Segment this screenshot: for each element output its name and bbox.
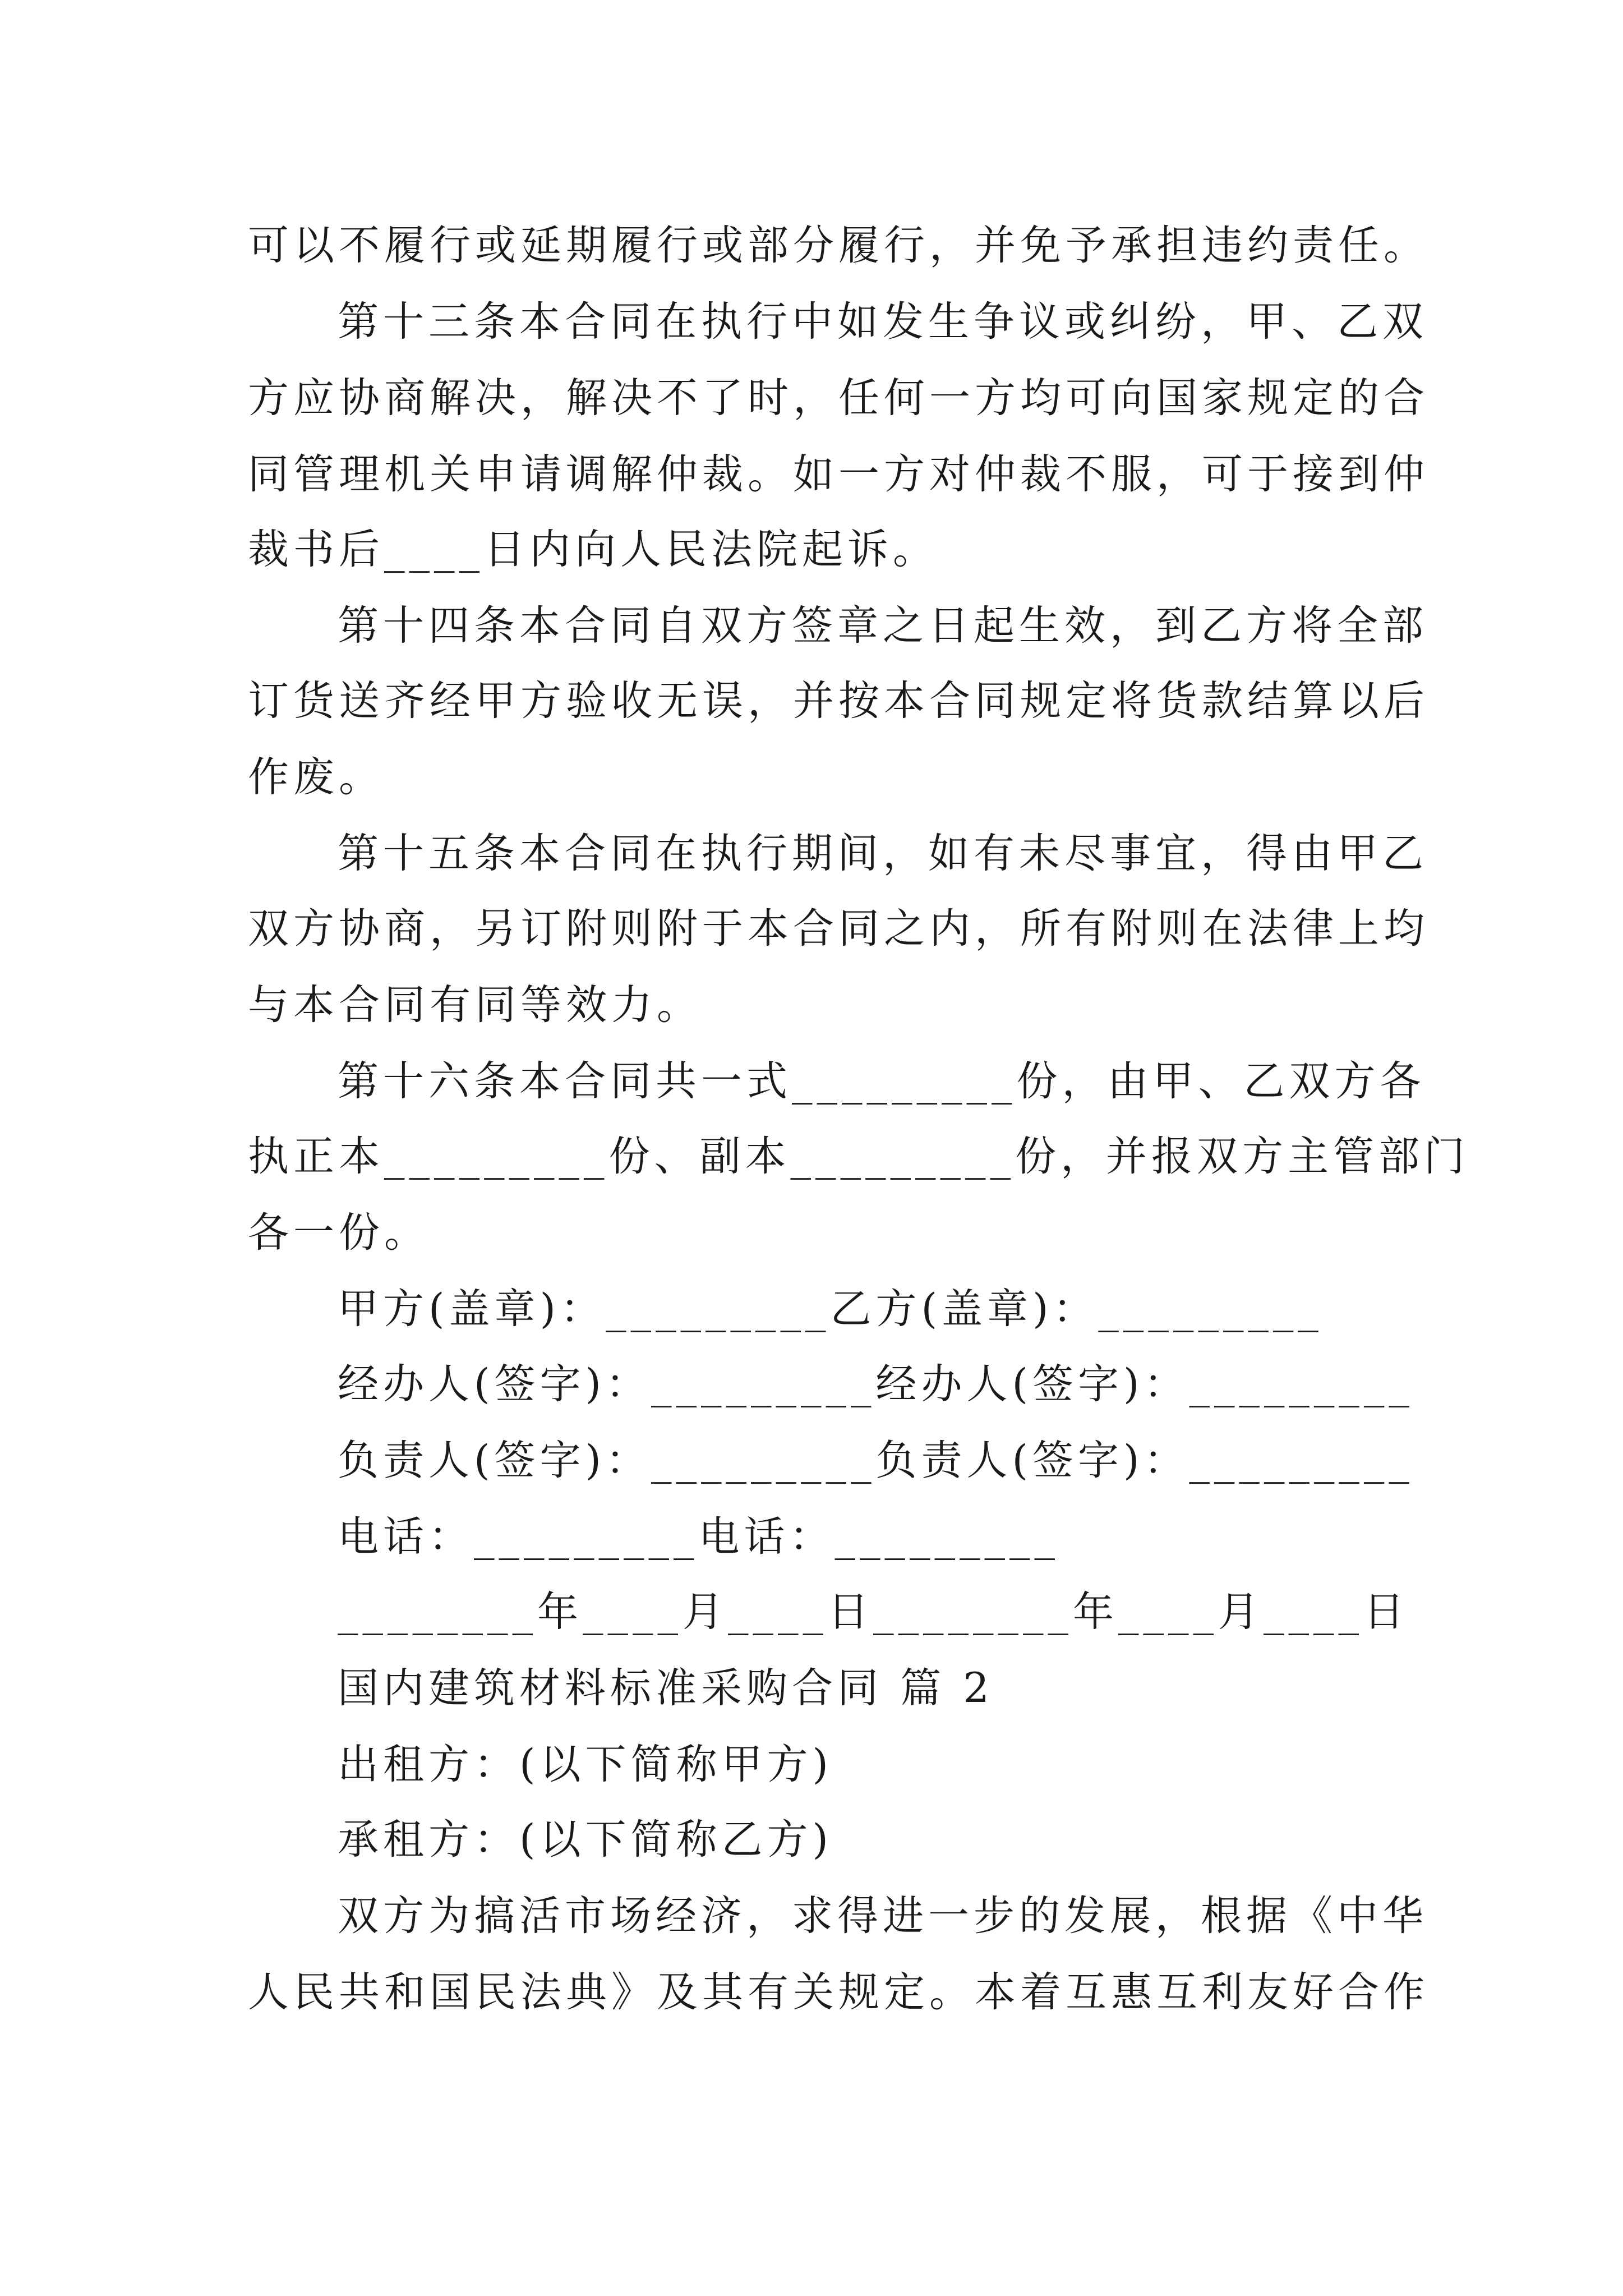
signature-line: 电话：_________电话：_________ — [338, 1513, 1059, 1561]
text-line: 双方协商，另订附则附于本合同之内，所有附则在法律上均 — [248, 905, 1429, 953]
signature-line: 甲方(盖章)：_________乙方(盖章)：_________ — [338, 1285, 1323, 1333]
text-line: 第十四条本合同自双方签章之日起生效，到乙方将全部 — [338, 602, 1428, 650]
text-line: 第十六条本合同共一式_________份，由甲、乙双方各 — [338, 1057, 1426, 1105]
text-line: 第十三条本合同在执行中如发生争议或纠纷，甲、乙双 — [338, 298, 1428, 346]
text-line: 同管理机关申请调解仲裁。如一方对仲裁不服，可于接到仲 — [248, 450, 1429, 498]
text-line: 方应协商解决，解决不了时，任何一方均可向国家规定的合 — [248, 374, 1429, 422]
text-line: 出租方：(以下简称甲方) — [338, 1741, 833, 1788]
text-line: 第十五条本合同在执行期间，如有未尽事宜，得由甲乙 — [338, 830, 1428, 877]
text-line: 承租方：(以下简称乙方) — [338, 1816, 833, 1864]
text-line: 可以不履行或延期履行或部分履行，并免予承担违约责任。 — [248, 222, 1429, 269]
text-line: 与本合同有同等效力。 — [248, 981, 702, 1029]
section-heading: 国内建筑材料标准采购合同 篇 2 — [338, 1664, 994, 1712]
text-line: 各一份。 — [248, 1209, 430, 1257]
text-line: 作废。 — [248, 753, 384, 801]
text-line: 人民共和国民法典》及其有关规定。本着互惠互利友好合作 — [248, 1968, 1429, 2016]
text-line: 订货送齐经甲方验收无误，并按本合同规定将货款结算以后 — [248, 677, 1429, 725]
text-line: 执正本_________份、副本_________份，并报双方主管部门 — [248, 1133, 1469, 1180]
text-line: 裁书后____日内向人民法院起诉。 — [248, 526, 938, 573]
signature-line: 负责人(签字)：_________负责人(签字)：_________ — [338, 1437, 1414, 1484]
signature-line: 经办人(签字)：_________经办人(签字)：_________ — [338, 1360, 1414, 1408]
text-line: 双方为搞活市场经济，求得进一步的发展，根据《中华 — [338, 1892, 1428, 1940]
date-line: ________年____月____日________年____月____日 — [338, 1588, 1409, 1636]
